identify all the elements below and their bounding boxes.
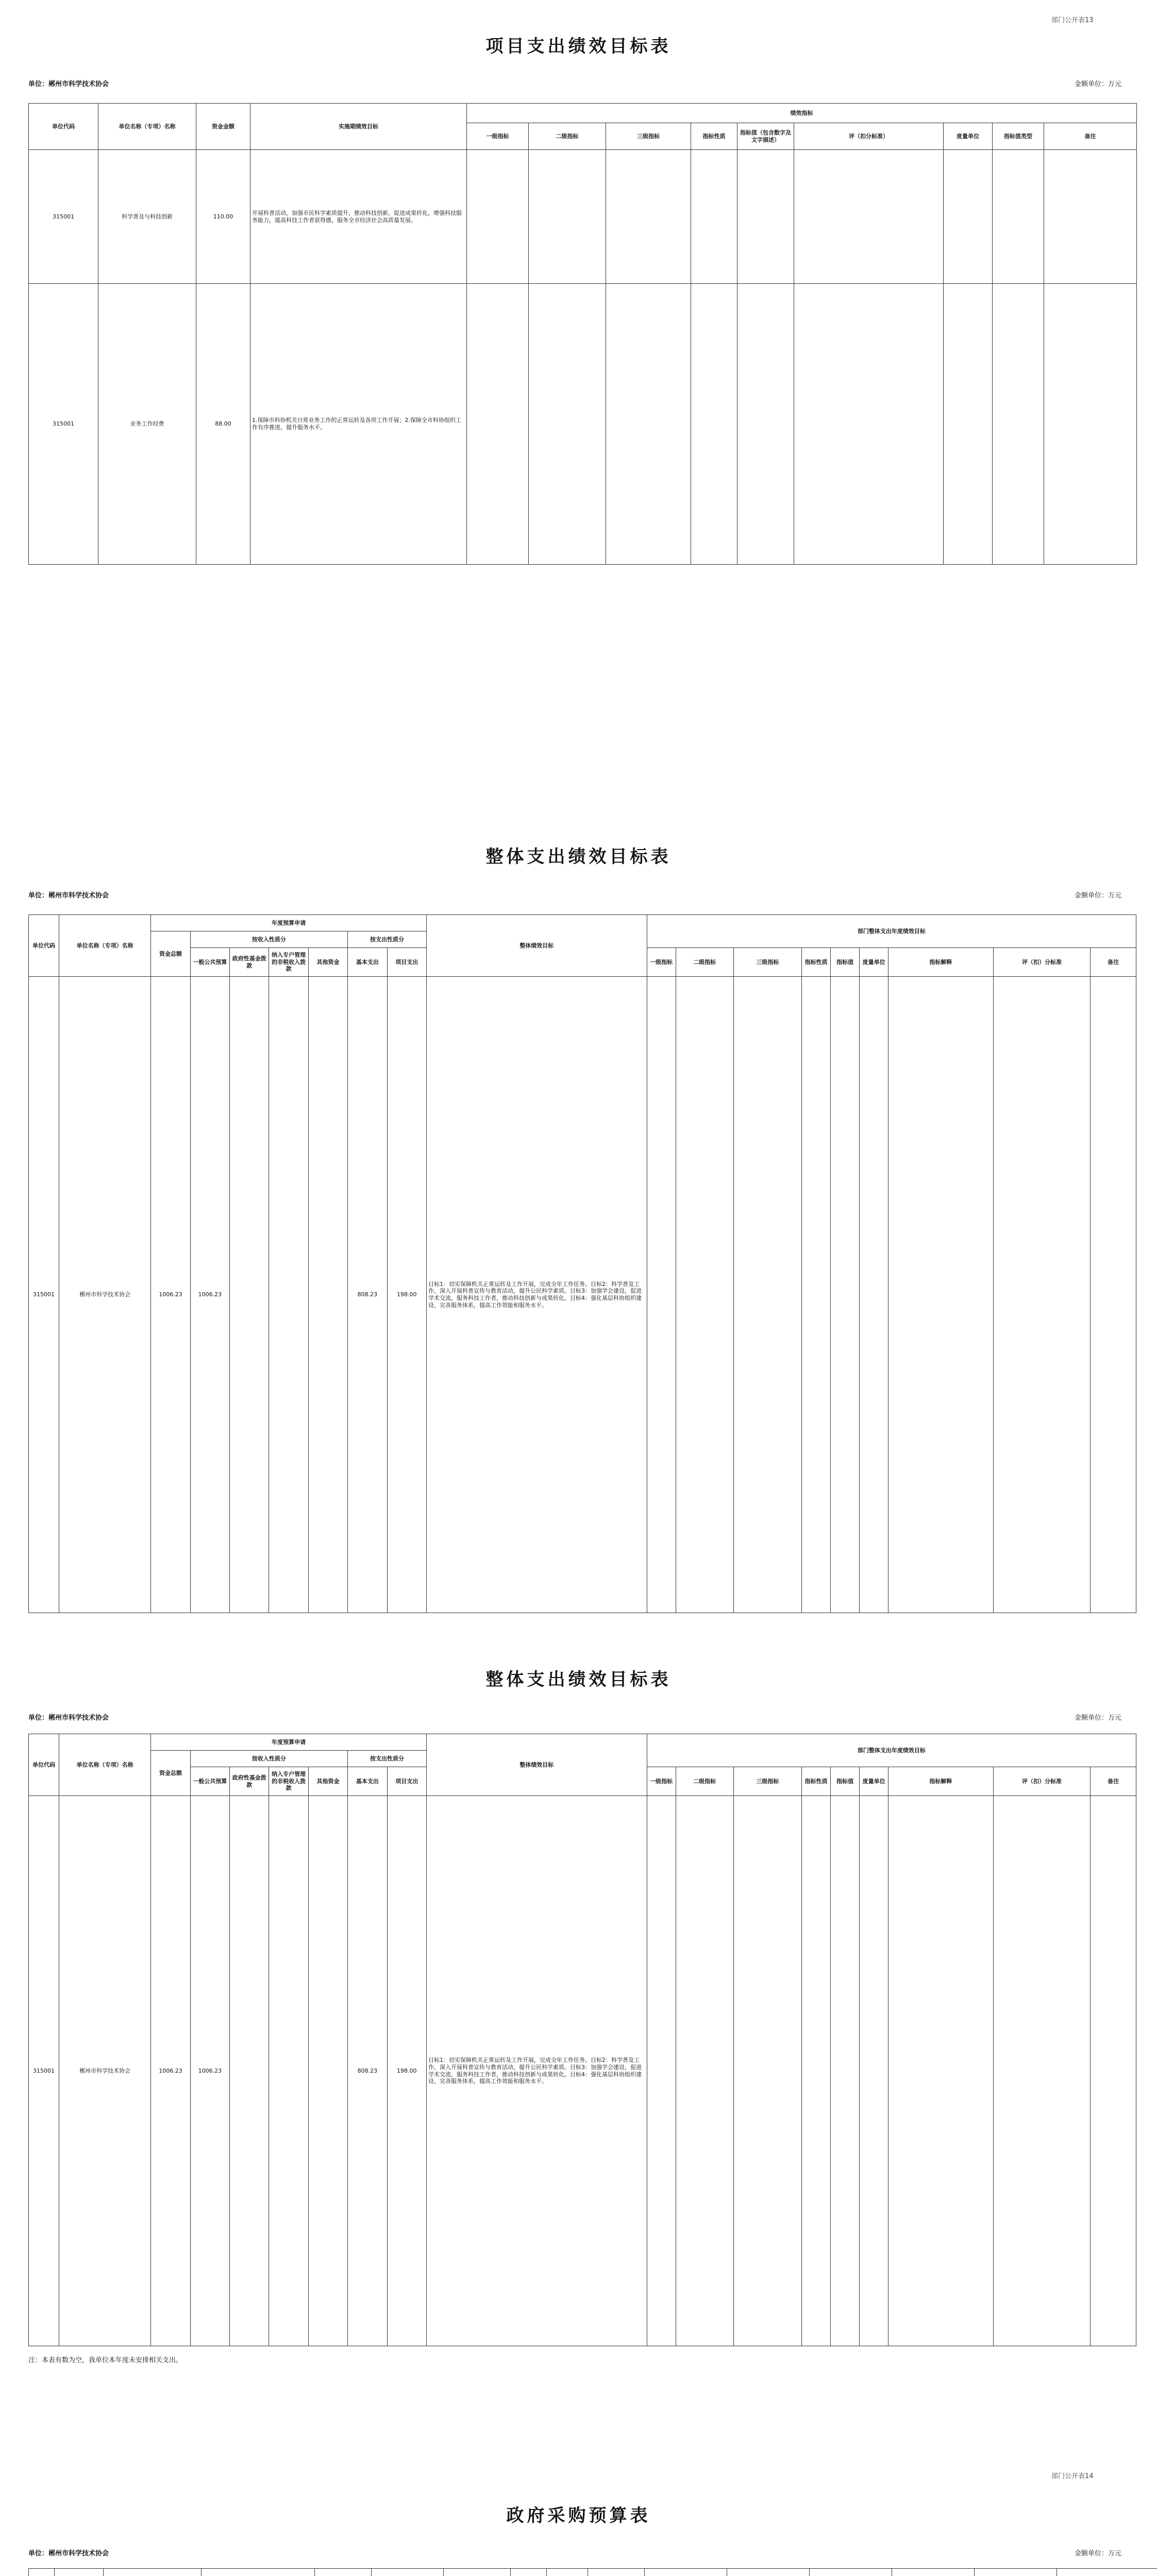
col-unit-name: 单位名称（专项）名称 xyxy=(98,104,196,150)
col-by-use: 按支出性质分 xyxy=(348,1751,427,1767)
section-title: 整体支出绩效目标表 xyxy=(485,1669,672,1690)
col-ind-unit: 度量单位 xyxy=(860,948,888,977)
col-ind-l2: 二级指标 xyxy=(676,1767,733,1796)
section-title: 政府采购预算表 xyxy=(506,2505,651,2526)
col-ind-l3: 三级指标 xyxy=(733,1767,801,1796)
amount-unit: 金额单位：万元 xyxy=(1075,1714,1122,1722)
col-general xyxy=(727,2569,810,2576)
col-by-source: 按收入性质分 xyxy=(190,1751,348,1767)
table-row: 315001 郴州市科学技术协会 1006.23 1006.23 808.23 198.00 目标1：切实保障机关正常运转及工作开展，完成全年工作任务。目标2：科学普及工作，深入开展科普宣传与教育活动，提升公民科学素质。目标3：加强学会建设，促进学术交流，服务科技工作者，推动科技创新与成果转化。目标4：强化基层科协组织建设，完善服务体系，提高工作效能和服务水平。 xyxy=(29,977,1136,1613)
col-overall-goal: 整体绩效目标 xyxy=(426,1734,647,1796)
col-by-source: 按收入性质分 xyxy=(190,931,348,948)
col-level3: 三级指标 xyxy=(606,123,691,150)
col-ind-value: 指标值 xyxy=(831,1767,860,1796)
col-unit-name: 单位名称（专项）名称 xyxy=(59,915,151,977)
table-row: 315001 业务工作经费 88.00 1.保障市科协机关日常业务工作的正常运转及各项工作开展；2.保障全市科协组织工作有序推进，提升服务水平。 xyxy=(29,284,1137,565)
col-unit-name: 单位名称（专项）名称 xyxy=(59,1734,151,1796)
col-other: 其他资金 xyxy=(308,948,347,977)
col-general: 一般公共预算 xyxy=(190,948,229,977)
col-budget xyxy=(588,2569,645,2576)
table-note: 注：本表有数为空，我单位本年度未安排相关支出。 xyxy=(28,2357,183,2364)
section-title: 项目支出绩效目标表 xyxy=(485,36,672,57)
col-state xyxy=(892,2569,975,2576)
col-nontax: 纳入专户管理的非税收入拨款 xyxy=(269,948,308,977)
col-measure xyxy=(547,2569,588,2576)
overall-performance-table-2 xyxy=(28,1734,1136,2346)
col-level1: 一级指标 xyxy=(467,123,529,150)
col-unit-code: 单位代码 xyxy=(29,1734,59,1796)
col-general: 一般公共预算 xyxy=(190,1767,229,1796)
col-project: 项目支出 xyxy=(387,948,426,977)
col-year-budget: 年度预算申请 xyxy=(151,1734,427,1751)
col-item xyxy=(372,2569,444,2576)
unit-label: 单位：郴州市科学技术协会 xyxy=(28,892,109,900)
col-year-indicators: 部门整体支出年度绩效目标 xyxy=(647,1734,1136,1767)
col-project: 项目支出 xyxy=(387,1767,426,1796)
col-by-use: 按支出性质分 xyxy=(348,931,427,948)
col-ind-desc: 指标解释 xyxy=(888,1767,994,1796)
overall-performance-table xyxy=(28,914,1136,1613)
page-number: 部门公开表14 xyxy=(1051,2472,1094,2480)
col-ind-nature: 指标性质 xyxy=(802,948,831,977)
col-basic: 基本支出 xyxy=(348,1767,387,1796)
col-sum xyxy=(645,2569,727,2576)
col-ind-l3: 三级指标 xyxy=(733,948,801,977)
col-year-budget: 年度预算申请 xyxy=(151,915,427,931)
col-ind-l1: 一级指标 xyxy=(647,1767,676,1796)
col-ind-remark: 备注 xyxy=(1091,948,1136,977)
col-ind-remark: 备注 xyxy=(1091,1767,1136,1796)
col-score: 评（扣分标准） xyxy=(794,123,944,150)
unit-label: 单位：郴州市科学技术协会 xyxy=(28,2550,109,2557)
table-row: 315001 科学普及与科技创新 110.00 开展科普活动，加强市民科学素质提升，推动科技创新，促进成果转化，增强科技服务能力，提高科技工作者获得感，服务全市经济社会高质量发展。 xyxy=(29,150,1137,284)
col-special xyxy=(975,2569,1057,2576)
col-self xyxy=(1057,2569,1157,2576)
col-unit-name xyxy=(104,2569,202,2576)
col-remark: 备注 xyxy=(1044,123,1137,150)
col-fund xyxy=(810,2569,892,2576)
col-unit: 度量单位 xyxy=(944,123,993,150)
col-project xyxy=(202,2569,315,2576)
col-total: 资金总额 xyxy=(151,1751,190,1796)
project-performance-table xyxy=(28,103,1137,565)
col-ind-score: 评（扣）分标准 xyxy=(993,1767,1090,1796)
col-qty xyxy=(511,2569,547,2576)
col-code xyxy=(55,2569,104,2576)
section-title: 整体支出绩效目标表 xyxy=(485,846,672,867)
unit-label: 单位：郴州市科学技术协会 xyxy=(28,1714,109,1722)
col-value: 指标值（包含数字及文字描述） xyxy=(737,123,794,150)
col-basic: 基本支出 xyxy=(348,948,387,977)
page-number: 部门公开表13 xyxy=(1051,16,1094,24)
col-goal: 实施期绩效目标 xyxy=(250,104,467,150)
col-ind-desc: 指标解释 xyxy=(888,948,994,977)
col-overall-goal: 整体绩效目标 xyxy=(426,915,647,977)
col-indicators: 绩效指标 xyxy=(467,104,1137,123)
col-nontax: 纳入专户管理的非税收入拨款 xyxy=(269,1767,308,1796)
col-item-code xyxy=(315,2569,372,2576)
col-other: 其他资金 xyxy=(308,1767,347,1796)
col-ind-unit: 度量单位 xyxy=(860,1767,888,1796)
col-fund: 政府性基金拨款 xyxy=(230,948,269,977)
col-unit-code: 单位代码 xyxy=(29,915,59,977)
col-ind-l1: 一级指标 xyxy=(647,948,676,977)
col-nature: 指标性质 xyxy=(691,123,737,150)
table-row: 315001 郴州市科学技术协会 1006.23 1006.23 808.23 198.00 目标1：切实保障机关正常运转及工作开展，完成全年工作任务。目标2：科学普及工作，深入开展科普宣传与教育活动，提升公民科学素质。目标3：加强学会建设，促进学术交流，服务科技工作者，推动科技创新与成果转化。目标4：强化基层科协组织建设，完善服务体系，提高工作效能和服务水平。 xyxy=(29,1796,1136,2346)
col-amount: 资金金额 xyxy=(196,104,250,150)
col-unit-code: 单位代码 xyxy=(29,104,98,150)
col-ind-value: 指标值 xyxy=(831,948,860,977)
procurement-table xyxy=(28,2568,1157,2576)
col-fund: 政府性基金拨款 xyxy=(230,1767,269,1796)
amount-unit: 金额单位：万元 xyxy=(1075,80,1122,88)
col-total: 资金总额 xyxy=(151,931,190,977)
col-ind-l2: 二级指标 xyxy=(676,948,733,977)
col-ind-nature: 指标性质 xyxy=(802,1767,831,1796)
col-year-indicators: 部门整体支出年度绩效目标 xyxy=(647,915,1136,948)
unit-label: 单位：郴州市科学技术协会 xyxy=(28,80,109,88)
col-ind-score: 评（扣）分标准 xyxy=(993,948,1090,977)
col-level2: 二级指标 xyxy=(529,123,606,150)
col-function xyxy=(29,2569,55,2576)
col-method xyxy=(444,2569,511,2576)
amount-unit: 金额单位：万元 xyxy=(1075,892,1122,900)
amount-unit: 金额单位：万元 xyxy=(1075,2550,1122,2557)
col-value-type: 指标值类型 xyxy=(993,123,1044,150)
